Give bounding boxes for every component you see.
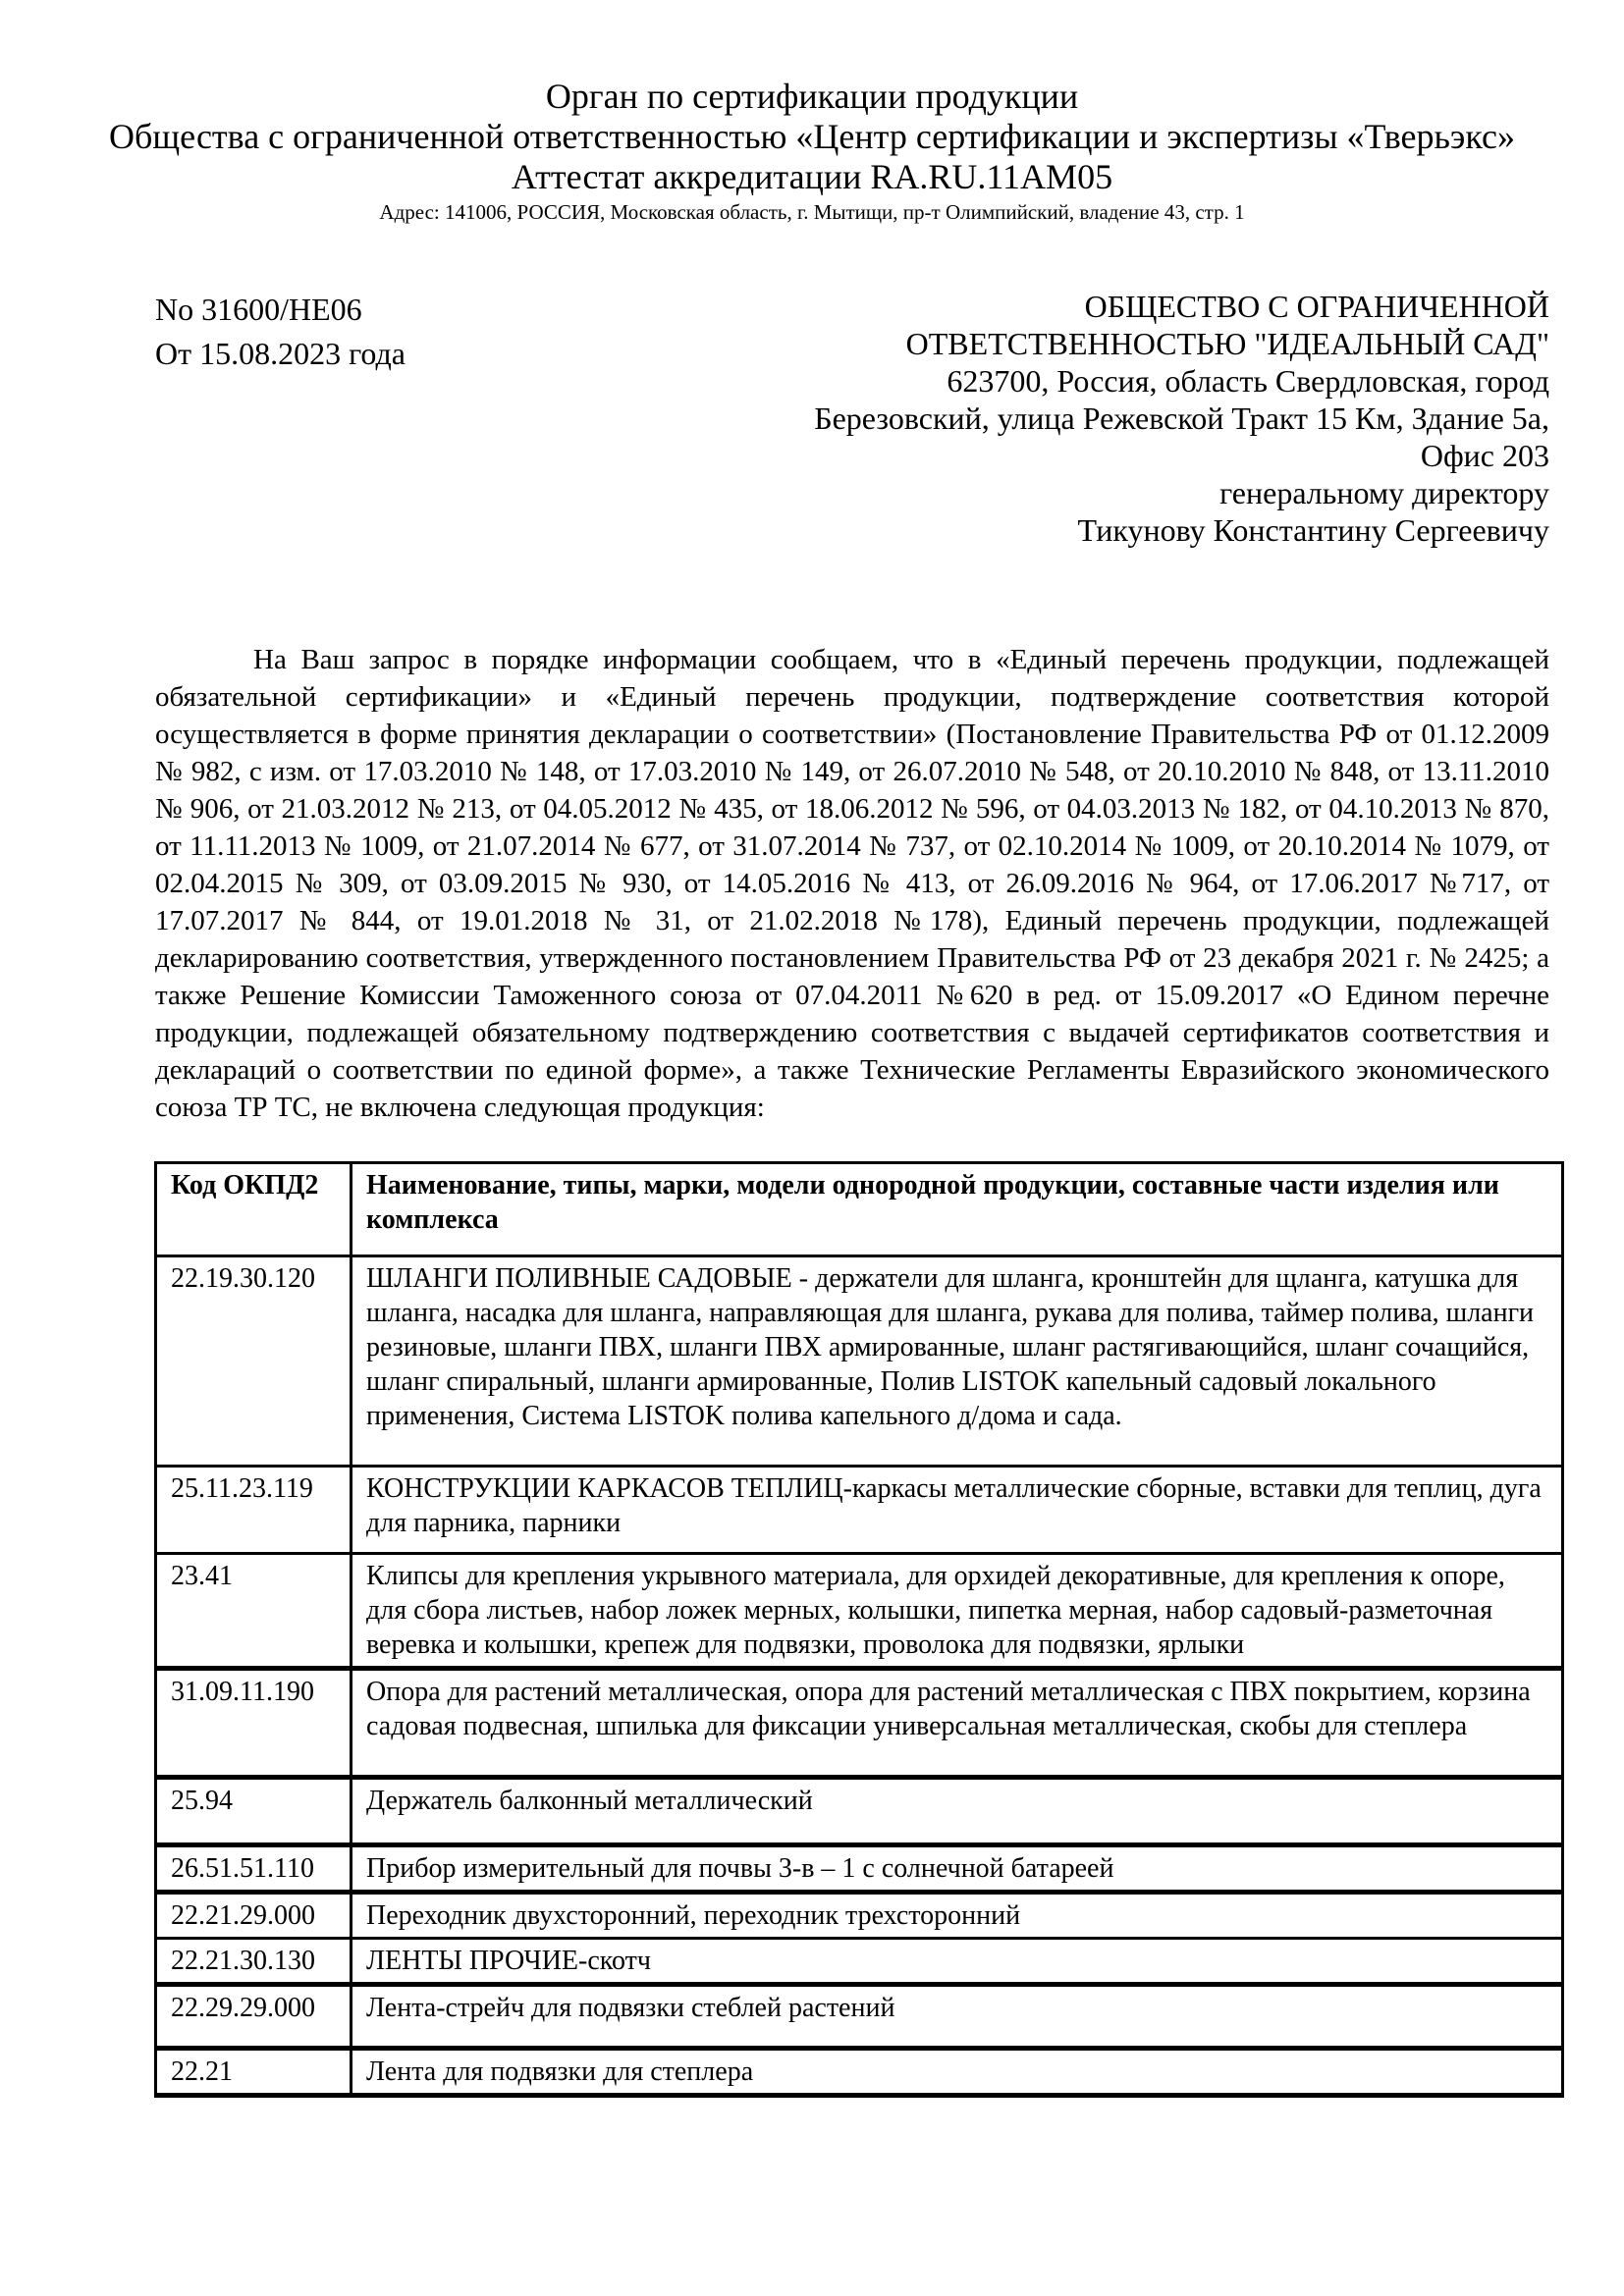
row-name: ЛЕНТЫ ПРОЧИЕ-скотч — [352, 1939, 1563, 1985]
addressee-line: Тикунову Константину Сергеевичу — [1077, 512, 1549, 548]
row-code: 22.21.30.130 — [156, 1939, 352, 1985]
row-name: Прибор измерительный для почвы 3-в – 1 с солнечной батареей — [352, 1845, 1563, 1893]
reference-addressee-row — [0, 288, 1624, 549]
table-row — [156, 1893, 1563, 1939]
addressee-line: Офис 203 — [1420, 438, 1549, 473]
table-row — [156, 1845, 1563, 1893]
letterhead-accreditation: Аттестат аккредитации RA.RU.11АМ05 — [511, 157, 1113, 196]
table-row — [156, 1554, 1563, 1669]
addressee-line: ОБЩЕСТВО С ОГРАНИЧЕННОЙ — [1084, 289, 1549, 324]
reference-number: No 31600/НЕ06 — [155, 292, 362, 327]
addressee-line: Березовский, улица Режевской Тракт 15 Км, Здание 5а, — [814, 400, 1549, 436]
letterhead-address: Адрес: 141006, РОССИЯ, Московская область, г. Мытищи, пр-т Олимпийский, владение 43, стр. 1 — [379, 200, 1245, 224]
letterhead — [0, 0, 1624, 227]
letterhead-org-name: Общества с ограниченной ответственностью «Центр сертификации и экспертизы «Тверьэкс» — [109, 117, 1515, 156]
addressee-line: ОТВЕТСТВЕННОСТЬЮ "ИДЕАЛЬНЫЙ САД" — [905, 326, 1549, 361]
table-header-code: Код ОКПД2 — [156, 1163, 352, 1256]
row-name: Лента для подвязки для степлера — [352, 2049, 1563, 2096]
products-table — [154, 1161, 1564, 2098]
addressee-line: 623700, Россия, область Свердловская, город — [947, 363, 1549, 399]
table-row — [156, 1985, 1563, 2049]
row-code: 22.21.29.000 — [156, 1893, 352, 1939]
table-row — [156, 1669, 1563, 1778]
row-code: 31.09.11.190 — [156, 1669, 352, 1778]
table-row — [156, 1778, 1563, 1845]
table-header-name: Наименование, типы, марки, модели однородной продукции, составные части изделия или комплекса — [352, 1163, 1563, 1256]
row-code: 25.94 — [156, 1778, 352, 1845]
row-code: 22.19.30.120 — [156, 1256, 352, 1467]
row-code: 22.21 — [156, 2049, 352, 2096]
reference-block — [155, 288, 406, 376]
row-name: Опора для растений металлическая, опора для растений металлическая с ПВХ покрытием, корзина садовая подвесная, шпилька для фиксации универсальная металлическая, скобы для степлера — [352, 1669, 1563, 1778]
body-paragraph: На Ваш запрос в порядке информации сообщаем, что в «Единый перечень продукции, подлежащей обязательной сертификации» и «Единый перечень продукции, подтверждение соответствия которой осуществляется в форме принятия декларации о соответствии» (Постановление Правительства РФ от 01.12.2009 № 982, с изм. от 17.03.2010 № 148, от 17.03.2010 № 149, от 26.07.2010 № 548, от 20.10.2010 № 848, от 13.11.2010 № 906, от 21.03.2012 № 213, от 04.05.2012 № 435, от 18.06.2012 № 596, от 04.03.2013 № 182, от 04.10.2013 № 870, от 11.11.2013 № 1009, от 21.07.2014 № 677, от 31.07.2014 № 737, от 02.10.2014 № 1009, от 20.10.2014 № 1079, от 02.04.2015 № 309, от 03.09.2015 № 930, от 14.05.2016 № 413, от 26.09.2016 № 964, от 17.06.2017 №717, от 17.07.2017 № 844, от 19.01.2018 № 31, от 21.02.2018 №178), Единый перечень продукции, подлежащей декларированию соответствия, утвержденного постановлением Правительства РФ от 23 декабря 2021 г. № 2425; а также Решение Комиссии Таможенного союза от 07.04.2011 №620 в ред. от 15.09.2017 «О Едином перечне продукции, подлежащей обязательному подтверждению соответствия с выдачей сертификатов соответствия и деклараций о соответствии по единой форме», а также Технические Регламенты Евразийского экономического союза ТР ТС, не включена следующая продукция: — [155, 644, 1549, 1123]
row-code: 23.41 — [156, 1554, 352, 1669]
row-name: Лента-стрейч для подвязки стеблей растений — [352, 1985, 1563, 2049]
row-name: Переходник двухсторонний, переходник трехсторонний — [352, 1893, 1563, 1939]
row-code: 22.29.29.000 — [156, 1985, 352, 2049]
table-row — [156, 1939, 1563, 1985]
row-code: 26.51.51.110 — [156, 1845, 352, 1893]
table-header-row — [156, 1163, 1563, 1256]
row-name: КОНСТРУКЦИИ КАРКАСОВ ТЕПЛИЦ-каркасы металлические сборные, вставки для теплиц, дуга для парника, парники — [352, 1467, 1563, 1554]
row-code: 25.11.23.119 — [156, 1467, 352, 1554]
letterhead-org-type: Орган по сертификации продукции — [545, 77, 1079, 116]
reference-date: От 15.08.2023 года — [155, 336, 406, 371]
row-name: Клипсы для крепления укрывного материала, для орхидей декоративные, для крепления к опоре, для сбора листьев, набор ложек мерных, колышки, пипетка мерная, набор садовый-разметочная веревка и колышки, крепеж для подвязки, проволока для подвязки, ярлыки — [352, 1554, 1563, 1669]
addressee-line: генеральному директору — [1219, 475, 1549, 510]
addressee-block — [814, 288, 1549, 549]
row-name: Держатель балконный металлический — [352, 1778, 1563, 1845]
table-row — [156, 2049, 1563, 2096]
table-row — [156, 1256, 1563, 1467]
table-row — [156, 1467, 1563, 1554]
row-name: ШЛАНГИ ПОЛИВНЫЕ САДОВЫЕ - держатели для шланга, кронштейн для щланга, катушка для шланга, насадка для шланга, направляющая для шланга, рукава для полива, таймер полива, шланги резиновые, шланги ПВХ, шланги ПВХ армированные, шланг растягивающийся, шланг сочащийся, шланг спиральный, шланги армированные, Полив LISTOK капельный садовый локального применения, Система LISTOK полива капельного д/дома и сада. — [352, 1256, 1563, 1467]
